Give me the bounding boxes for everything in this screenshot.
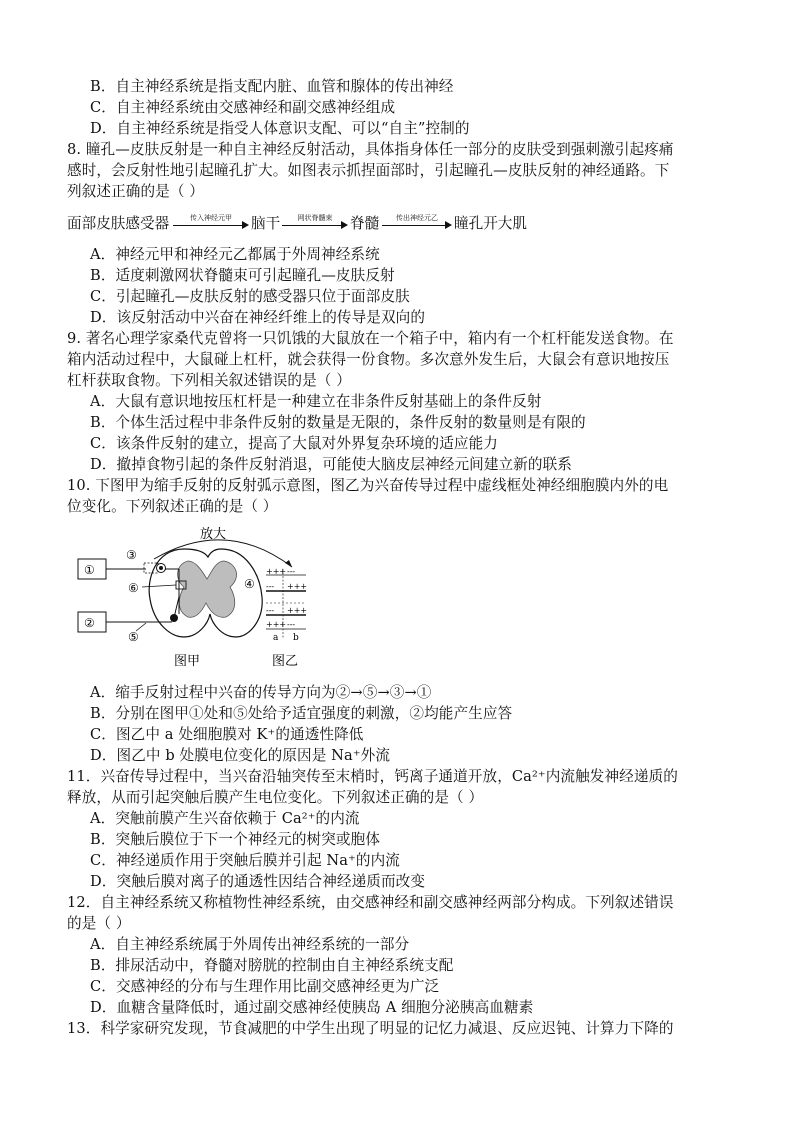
q12-option-c: C．交感神经的分布与生理作用比副交感神经更为广泛 <box>90 978 440 995</box>
enlarge-arrowhead <box>285 560 292 567</box>
pathway-arrow-2-label: 网状脊髓束 <box>297 214 333 222</box>
caption-figure-a: 图甲 <box>174 654 201 669</box>
label-6: ⑥ <box>128 581 139 595</box>
pathway-arrow-1 <box>173 214 249 230</box>
pathway-arrow-3 <box>382 214 452 230</box>
q7-option-d: D．自主神经系统是指受人体意识支配、可以“自主”控制的 <box>90 120 470 137</box>
membrane-outer-b-bottom: --- <box>287 620 296 629</box>
q8-option-a: A．神经元甲和神经元乙都属于外周神经系统 <box>90 246 380 263</box>
label-2: ② <box>84 616 95 630</box>
q11-stem-line-2: 释放，从而引起突触后膜产生电位变化。下列叙述正确的是（ ） <box>67 789 484 806</box>
reflex-pathway-diagram <box>67 211 667 237</box>
q10-stem-line-2: 位变化。下列叙述正确的是（ ） <box>67 498 278 515</box>
q9-option-d: D．撤掉食物引起的条件反射消退，可能使大脑皮层神经元间建立新的联系 <box>90 456 573 473</box>
membrane-inner-a-bottom: --- <box>266 606 275 615</box>
q9-stem-line-2: 箱内活动过程中，大鼠碰上杠杆，就会获得一份食物。多次意外发生后，大鼠会有意识地按压 <box>67 351 670 368</box>
q9-stem-line-1: 9. 著名心理学家桑代克曾将一只饥饿的大鼠放在一个箱子中，箱内有一个杠杆能发送食物。在 <box>67 330 674 347</box>
q8-option-d: D．该反射活动中兴奋在神经纤维上的传导是双向的 <box>90 309 426 326</box>
membrane-diagram <box>266 567 307 643</box>
pathway-receptor: 面部皮肤感受器 <box>67 215 170 232</box>
q8-stem-line-3: 列叙述正确的是（ ） <box>67 183 204 200</box>
pathway-arrow-1-label: 传入神经元甲 <box>190 214 232 222</box>
membrane-inner-b-bottom: +++ <box>287 606 308 615</box>
pathway-effector: 瞳孔开大肌 <box>454 215 527 232</box>
q12-option-b: B．排尿活动中，脊髓对膀胱的控制由自主神经系统支配 <box>90 957 454 974</box>
q10-option-d: D．图乙中 b 处膜电位变化的原因是 Na⁺外流 <box>90 747 391 764</box>
q13-stem-line-1: 13．科学家研究发现，节食减肥的中学生出现了明显的记忆力减退、反应迟钝、计算力下降的 <box>67 1020 674 1037</box>
pathway-spinal-cord: 脊髓 <box>350 215 380 232</box>
label-1: ① <box>84 563 95 577</box>
membrane-outer-b-top: --- <box>287 567 296 576</box>
reflex-arc-svg <box>76 519 336 671</box>
caption-figure-b: 图乙 <box>272 654 299 669</box>
q8-stem-line-1: 8. 瞳孔—皮肤反射是一种自主神经反射活动，具体指身体任一部分的皮肤受到强刺激引起疼痛 <box>67 141 674 158</box>
q8-option-c: C．引起瞳孔—皮肤反射的感受器只位于面部皮肤 <box>90 288 410 305</box>
q11-option-c: C．神经递质作用于突触后膜并引起 Na⁺的内流 <box>90 852 400 869</box>
membrane-outer-a-top: +++ <box>266 567 287 576</box>
q9-option-c: C．该条件反射的建立，提高了大鼠对外界复杂环境的适应能力 <box>90 435 498 452</box>
label-4: ④ <box>244 577 255 591</box>
label-3: ③ <box>126 548 137 562</box>
point-a-label: a <box>273 633 279 643</box>
q7-option-c: C．自主神经系统由交感神经和副交感神经组成 <box>90 99 396 116</box>
q11-option-d: D．突触后膜对离子的通透性因结合神经递质而改变 <box>90 873 426 890</box>
q11-option-b: B．突触后膜位于下一个神经元的树突或胞体 <box>90 831 381 848</box>
q7-option-b: B．自主神经系统是指支配内脏、血管和腺体的传出神经 <box>90 78 454 95</box>
q12-stem-line-1: 12．自主神经系统又称植物性神经系统，由交感神经和副交感神经两部分构成。下列叙述错误 <box>67 894 674 911</box>
q10-option-b: B．分别在图甲①处和⑤处给予适宜强度的刺激，②均能产生应答 <box>90 705 513 722</box>
point-b-label: b <box>293 633 299 643</box>
pathway-arrow-2 <box>282 214 348 230</box>
q10-option-a: A．缩手反射过程中兴奋的传导方向为②→⑤→③→① <box>90 684 432 701</box>
q9-option-a: A．大鼠有意识地按压杠杆是一种建立在非条件反射基础上的条件反射 <box>90 393 542 410</box>
q12-option-a: A．自主神经系统属于外周传出神经系统的一部分 <box>90 936 410 953</box>
membrane-inner-a-top: --- <box>266 582 275 591</box>
reflex-arc-figure <box>76 519 336 671</box>
q9-option-b: B．个体生活过程中非条件反射的数量是无限的，条件反射的数量则是有限的 <box>90 414 586 431</box>
enlarge-label: 放大 <box>200 527 227 542</box>
q11-option-a: A．突触前膜产生兴奋依赖于 Ca²⁺的内流 <box>90 810 360 827</box>
q9-stem-line-3: 杠杆获取食物。下列相关叙述错误的是（ ） <box>67 372 351 389</box>
pathway-arrow-3-label: 传出神经元乙 <box>396 214 438 222</box>
q8-option-b: B．适度刺激网状脊髓束可引起瞳孔—皮肤反射 <box>90 267 395 284</box>
q10-option-c: C．图乙中 a 处细胞膜对 K⁺的通透性降低 <box>90 726 364 743</box>
q10-stem-line-1: 10. 下图甲为缩手反射的反射弧示意图，图乙为兴奋传导过程中虚线框处神经细胞膜内外的电 <box>67 477 669 494</box>
q12-stem-line-2: 的是（ ） <box>67 915 131 932</box>
membrane-inner-b-top: +++ <box>287 582 308 591</box>
q11-stem-line-1: 11．兴奋传导过程中，当兴奋沿轴突传至末梢时，钙离子通道开放，Ca²⁺内流触发神经递质的 <box>67 768 678 785</box>
q12-option-d: D．血糖含量降低时，通过副交感神经使胰岛 A 细胞分泌胰高血糖素 <box>90 999 534 1016</box>
label-5: ⑤ <box>128 630 139 644</box>
membrane-outer-a-bottom: +++ <box>266 620 287 629</box>
pathway-brainstem: 脑干 <box>251 215 281 232</box>
q8-stem-line-2: 感时，会反射性地引起瞳孔扩大。如图表示抓捏面部时，引起瞳孔—皮肤反射的神经通路。下 <box>67 162 670 179</box>
